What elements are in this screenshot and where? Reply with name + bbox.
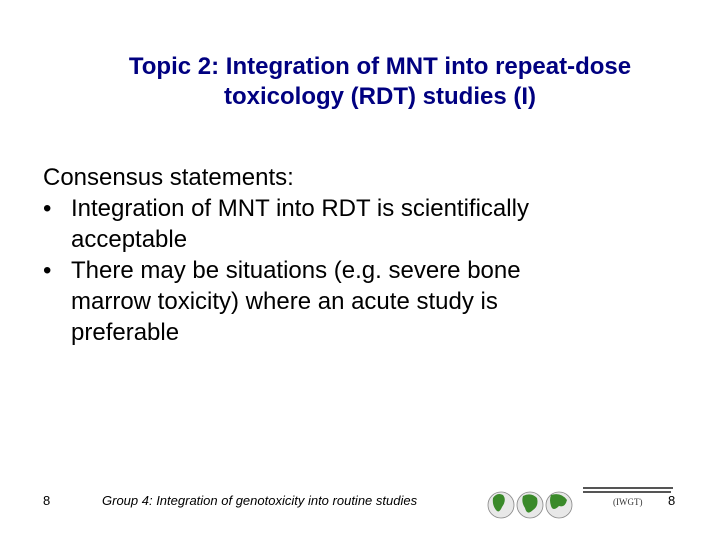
footer-text: Group 4: Integration of genotoxicity into routine studies — [102, 493, 418, 508]
slide-body — [43, 162, 643, 348]
globe-icon — [487, 480, 573, 535]
consensus-heading: Consensus statements: — [43, 164, 294, 191]
iwgt-logo — [583, 485, 675, 523]
bullet-line: marrow toxicity) where an acute study is — [71, 288, 498, 315]
slide-title-line-2: toxicology (RDT) studies (I) — [224, 83, 536, 110]
bullet-line: Integration of MNT into RDT is scientifically — [71, 195, 529, 222]
slide-title — [60, 52, 700, 112]
logo-abbrev: (IWGT) — [613, 497, 643, 507]
bullet-line: There may be situations (e.g. severe bone — [71, 257, 521, 284]
bullet-marker: • — [43, 195, 52, 222]
bullet-marker: • — [43, 257, 52, 284]
slide-number-left: 8 — [43, 493, 51, 508]
slide-number-right: 8 — [668, 493, 676, 508]
slide-title-line-1: Topic 2: Integration of MNT into repeat-dose — [128, 53, 632, 80]
bullet-item — [43, 255, 643, 348]
bullet-line: acceptable — [71, 226, 188, 253]
bullet-item — [43, 193, 643, 255]
bullet-line: preferable — [71, 319, 180, 346]
